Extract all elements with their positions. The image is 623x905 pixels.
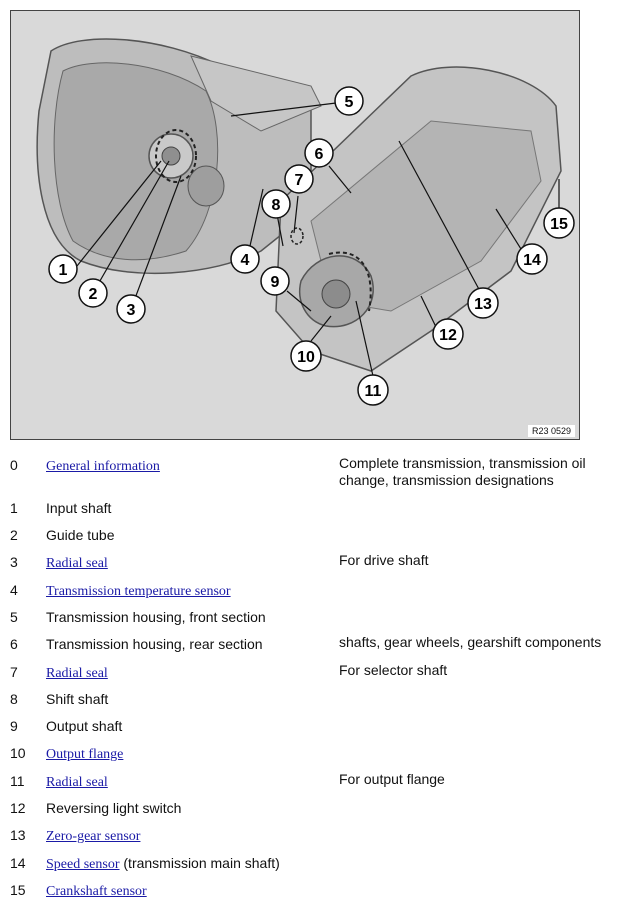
svg-text:8: 8 <box>271 197 281 214</box>
item-name: Transmission housing, front section <box>46 609 266 625</box>
svg-text:4: 4 <box>240 252 250 269</box>
item-description: For selector shaft <box>339 662 448 678</box>
svg-text:1: 1 <box>58 262 68 279</box>
item-number: 3 <box>10 554 18 570</box>
item-name <box>46 773 108 791</box>
item-name: Transmission housing, rear section <box>46 636 263 652</box>
item-name-suffix: (transmission main shaft) <box>119 855 280 871</box>
item-link[interactable]: General information <box>46 459 160 474</box>
legend-row <box>0 631 623 658</box>
svg-text:12: 12 <box>439 327 457 344</box>
callout-10 <box>291 341 321 371</box>
callout-7 <box>285 165 313 193</box>
item-name <box>46 582 231 600</box>
item-link[interactable]: Radial seal <box>46 666 108 681</box>
callout-6 <box>305 139 333 167</box>
svg-text:3: 3 <box>126 302 136 319</box>
callout-1 <box>49 255 77 283</box>
item-number: 6 <box>10 636 18 652</box>
item-number: 13 <box>10 827 26 843</box>
svg-text:14: 14 <box>523 252 541 269</box>
callout-2 <box>79 279 107 307</box>
legend-row <box>0 659 623 686</box>
item-number: 9 <box>10 718 18 734</box>
item-name <box>46 457 160 475</box>
callout-3 <box>117 295 145 323</box>
callout-14 <box>517 244 547 274</box>
item-description: Complete transmission, transmission oil change, transmission designations <box>339 455 586 488</box>
svg-text:11: 11 <box>364 383 382 400</box>
item-name <box>46 855 280 873</box>
item-link[interactable]: Crankshaft sensor <box>46 884 147 899</box>
callout-15 <box>544 208 574 238</box>
item-name: Shift shaft <box>46 691 109 707</box>
callout-13 <box>468 288 498 318</box>
item-name: Reversing light switch <box>46 800 182 816</box>
item-number: 1 <box>10 500 18 516</box>
item-number: 8 <box>10 691 18 707</box>
item-name <box>46 664 108 682</box>
legend-row <box>0 740 623 767</box>
item-number: 7 <box>10 664 18 680</box>
item-number: 4 <box>10 582 18 598</box>
item-link[interactable]: Transmission temperature sensor <box>46 584 231 599</box>
item-link[interactable]: Output flange <box>46 747 124 762</box>
item-name: Input shaft <box>46 500 112 516</box>
callout-5 <box>335 87 363 115</box>
item-number: 5 <box>10 609 18 625</box>
legend-row <box>0 795 623 822</box>
callout-4 <box>231 245 259 273</box>
item-number: 15 <box>10 882 26 898</box>
item-name <box>46 827 140 845</box>
svg-text:6: 6 <box>314 146 324 163</box>
legend-row <box>0 768 623 795</box>
item-name: Output shaft <box>46 718 123 734</box>
item-name: Guide tube <box>46 527 115 543</box>
item-name <box>46 554 108 572</box>
legend-row <box>0 522 623 549</box>
svg-text:15: 15 <box>550 216 568 233</box>
item-description: shafts, gear wheels, gearshift components <box>339 634 602 650</box>
callout-9 <box>261 267 289 295</box>
legend-row <box>0 686 623 713</box>
figure-code-label: R23 0529 <box>528 425 575 437</box>
legend-row <box>0 713 623 740</box>
legend-row <box>0 452 623 488</box>
item-link[interactable]: Radial seal <box>46 556 108 571</box>
legend-row <box>0 549 623 576</box>
item-number: 10 <box>10 745 26 761</box>
legend-row <box>0 577 623 604</box>
svg-text:10: 10 <box>297 349 315 366</box>
callout-8 <box>262 190 290 218</box>
legend-row <box>0 877 623 904</box>
item-name <box>46 882 147 900</box>
svg-text:9: 9 <box>270 274 280 291</box>
legend-row <box>0 604 623 631</box>
item-number: 11 <box>10 773 25 789</box>
item-description: For drive shaft <box>339 552 429 568</box>
item-link[interactable]: Radial seal <box>46 775 108 790</box>
legend-row <box>0 822 623 849</box>
transmission-drawing <box>11 11 579 439</box>
callout-11 <box>358 375 388 405</box>
item-number: 12 <box>10 800 26 816</box>
item-name <box>46 745 123 763</box>
item-description: For output flange <box>339 771 445 787</box>
transmission-illustration <box>10 10 580 440</box>
legend-row <box>0 495 623 522</box>
svg-text:2: 2 <box>88 286 98 303</box>
item-number: 14 <box>10 855 26 871</box>
item-number: 0 <box>10 457 18 473</box>
svg-text:13: 13 <box>474 296 492 313</box>
item-link[interactable]: Zero-gear sensor <box>46 829 141 844</box>
svg-text:7: 7 <box>294 172 304 189</box>
item-number: 2 <box>10 527 18 543</box>
legend-row <box>0 850 623 877</box>
svg-text:5: 5 <box>344 94 354 111</box>
callout-12 <box>433 319 463 349</box>
item-link[interactable]: Speed sensor <box>46 857 120 872</box>
